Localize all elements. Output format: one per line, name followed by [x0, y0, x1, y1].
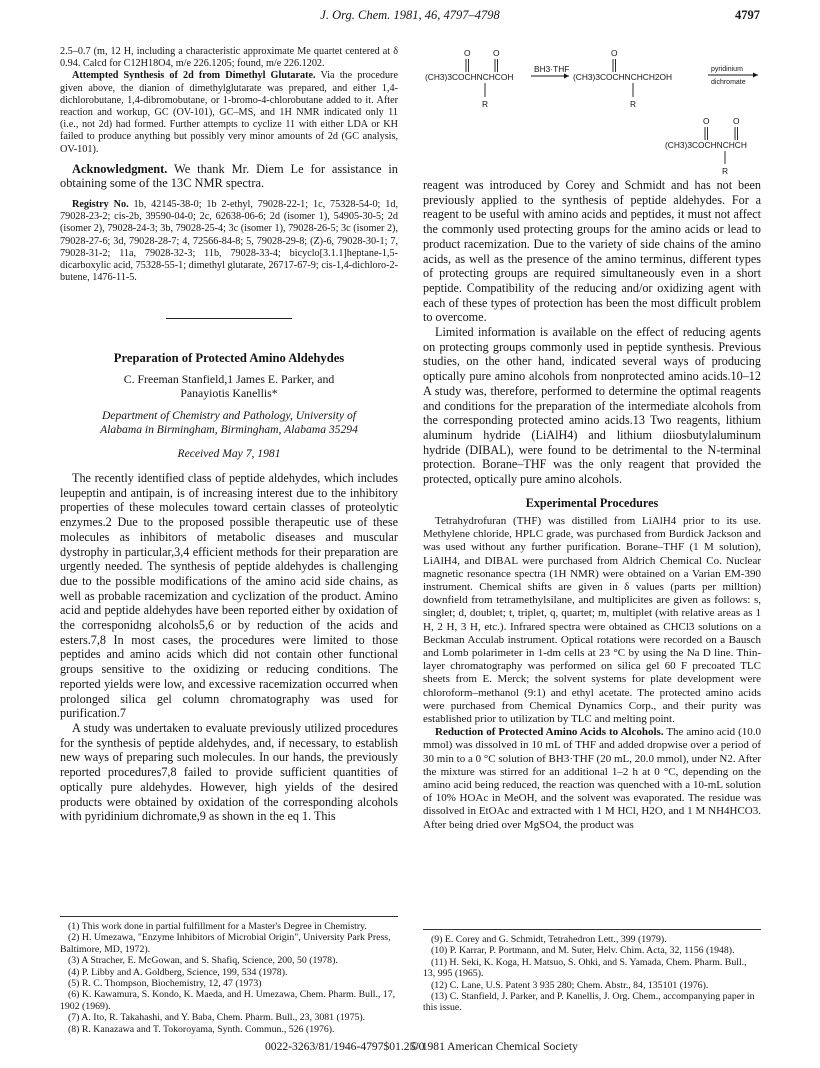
footnote: (6) K. Kawamura, S. Kondo, K. Maeda, and H. Umezawa, Chem. Pharm. Bull., 17, 1902 (1969). [60, 989, 396, 1012]
attempted-synthesis-heading: Attempted Synthesis of 2d from Dimethyl Glutarate. [72, 70, 316, 82]
carbonyl-o-label: O [703, 116, 710, 126]
footnote: (10) P. Karrar, P. Portmann, and M. Suter, Helv. Chim. Acta, 32, 1156 (1948). [431, 945, 735, 957]
affiliation: Department of Chemistry and Pathology, University of Alabama in Birmingham, Birmingham, Alabama 35294 [100, 409, 358, 436]
carbonyl-o-label: O [733, 116, 740, 126]
right-column [423, 178, 761, 832]
experimental-paragraph-2 [423, 726, 761, 832]
side-chain-r-label: R [722, 166, 729, 176]
carbonyl-o-label: O [464, 48, 471, 58]
acknowledgment-text: We thank Mr. Diem Le for assistance in obtaining some of the 13C NMR spectra. [60, 161, 398, 191]
running-head [60, 8, 760, 28]
intro-paragraph-1: The recently identified class of peptide aldehydes, which includes leupeptin and antipain, is of increasing interest due to the inhibitory properties of these molecules toward certain classes of proteolytic enzymes.2 Due to the proposed possible therapeutic use of these molecules as inhibitors of metabolic diseases and muscular dystrophy in particular,3,4 efficient methods for their preparation are urgently needed. The synthesis of peptide aldehydes is challenging due to the possible modifications of the amino acid side chains, as well as probable racemization and cyclization of the product. Amino acid and peptide aldehydes have been reported either by oxidation of the corresponidng alcohols5,6 or by reduction of the acids and esters.7,8 In most cases, the procedures were limited to those peptides and amino acids which did not contain other functional groups sensitive to the oxidizing or reducing conditions. The reported yields were low, and excessive racemization occurred when prolonged silica gel column chromatography was used for purification.7 [60, 471, 398, 721]
article-code: 0022-3263/81/1946-4797$01.25/0 [265, 1040, 425, 1053]
footnotes-right [423, 929, 761, 1014]
experimental-section [423, 497, 761, 832]
reduction-text: The amino acid (10.0 mmol) was dissolved in 10 mL of THF and added dropwise over a period of 30 min to a 0 °C solution of BH3·THF (20 mL, 20.0 mmol), under N2. After the mixture was stirred for an additional 1–2 h at 0 °C, depending on the amino acid being reduced, the reaction was quenched with a 10-mL solution of 10% HOAc in MeOH, and the solvent was evaporated. The residue was dissolved in EtOAc and extracted with 1 M HCl, H2O, and 1 M NH4HCO3. After being dried over MgSO4, the product was [423, 726, 761, 831]
registry-text: 1b, 42145-38-0; 1b 2-ethyl, 79028-22-1; 1c, 75328-54-0; 1d, 79028-23-2; cis-2b, 39590-04-0; 2c, 62638-06-6; 2d (isomer 1), 54905-30-5; 2d (isomer 2), 79028-24-3; 3b, 79028-25-4; 3c (isomer 1), 79028-26-5; 3c (isomer 2), 79028-27-6; 3d, 79028-28-7; 4, 72566-84-8; 5, 79028-29-8; (Z)-6, 79028-30-1; 7, 79028-31-2; 11a, 79028-32-3; 11b, 79028-33-4; bicyclo[3.1.1]heptane-1,5-dicarboxylic acid, 75328-55-1; dimethyl glutarate, 26717-67-9; cis-1,4-dichloro-2-butene, 1476-11-5. [60, 199, 399, 284]
footnote: (9) E. Corey and G. Schmidt, Tetrahedron Lett., 399 (1979). [431, 934, 667, 945]
experimental-paragraph-1: Tetrahydrofuran (THF) was distilled from LiAlH4 prior to its use. Methylene chloride, HPLC grade, was purchased from Burdick Jackson and was used without any further purification. Borane–THF (1 M solution), LiAlH4, and DIBAL were purchased from Aldrich Chemical Co. Nuclear magnetic resonance spectra (1H NMR) were obtained on a Varian EM-390 instrument. Chemical shifts are given in δ values (parts per milltion) downfield from tetramethylsilane, and multiplicites are given as follows: s, singlet; d, doublet; t, triplet, q, quartet; m, multiplet (with relative areas as 1 H, 2 H, 3 H, etc.). Infrared spectra were obtained as CHCl3 solutions on a Beckman Acculab instrument. Optical rotations were recorded on a Bausch and Lomb polarimeter in 1-dm cells at 23 °C by using the Na D line. Thin-layer chromatography was performed on silica gel 60 F precoated TLC sheets from E. Merck; the solvent systems for plate development were chloroform–methanol (9:1) and ethyl acetate. The protected amino acids were purchased from Chemical Dynamics Corp., and their purity was established prior to utilization by TLC and melting point. [423, 514, 761, 726]
footnote: (5) R. C. Thompson, Biochemistry, 12, 47 (1973) [68, 978, 262, 990]
body-paragraph-2: Limited information is available on the effect of reducing agents on protecting groups commonly used in peptide synthesis. Previous studies, on the other hand, indicated several ways of producing optically pure amino alcohols from nonprotected amino acids.10–12 A study was, therefore, performed to determine the optimal reagents and conditions for the preparation of the intermediate alcohols from the corresponding protected amino acids.13 Two reagents, lithium aluminum hydride (LiAlH4) and lithium diiosbutylaluminum hydride (DIBAL), were found to be detrimental to the N-terminal protection. Borane–THF was the only reagent that provided the protected, optically pure amino alcohols. [423, 325, 761, 487]
article-divider [166, 318, 292, 319]
intro-text [60, 471, 398, 824]
footnote: (2) H. Umezawa, "Enzyme Inhibitors of Microbial Origin", University Park Press, Baltimore, MD, 1972). [60, 932, 391, 955]
copyright: © 1981 American Chemical Society [410, 1040, 578, 1053]
body-paragraph-1: reagent was introduced by Corey and Schmidt and has not been previously applied to the synthesis of peptide aldehydes. For a reagent to be useful with amino acids and peptides, it must not affect the commonly used protecting groups for the amino acids or lead to product racemization. Due to the variety of side chains of the amino acids, as well as the presence of the amino terminus, different types of protecting groups are required simultaneously even in a short peptide. Compatibility of the reducing and/or oxidizing agent with each of these types of protection has been the most difficult problem to overcome. [423, 178, 761, 325]
registry-heading: Registry No. [72, 199, 129, 211]
side-chain-r-label: R [630, 99, 637, 109]
footnotes-left [60, 916, 398, 1035]
side-chain-r-label: R [482, 99, 489, 109]
journal-year-volume: 1981, 46, 4797–4798 [393, 8, 500, 22]
reaction-scheme-drawing [423, 40, 761, 176]
footnote: (7) A. Ito, R. Takahashi, and Y. Baba, Chem. Pharm. Bull., 23, 3081 (1975). [68, 1012, 366, 1024]
received-date: Received May 7, 1981 [177, 447, 281, 461]
protected-amino-alcohol: (CH3)3COCHNCHCH2OH [573, 72, 673, 82]
continued-text: 2.5–0.7 (m, 12 H, including a characteristic approximate Me quartet centered at δ 0.94. Calcd for C12H18O4, m/e 226.1205; found, m/e 226.1202. [60, 46, 398, 70]
authors: C. Freeman Stanfield,1 James E. Parker, and Panayiotis Kanellis* [123, 372, 335, 401]
footnote: (11) H. Seki, K. Koga, H. Matsuo, S. Ohki, and S. Yamada, Chem. Pharm. Bull., 13, 995 (1965). [423, 956, 747, 980]
page-number: 4797 [735, 8, 760, 22]
carbonyl-o-label: O [493, 48, 500, 58]
reagent-borane-thf: BH3·THF [534, 64, 570, 74]
left-column [60, 46, 398, 824]
footnote-rule [423, 929, 761, 930]
experimental-heading: Experimental Procedures [525, 495, 659, 510]
reaction-scheme [423, 40, 761, 176]
acknowledgment-heading: Acknowledgment. [72, 161, 168, 176]
protected-amino-acid: (CH3)3COCHNCHCOH [425, 72, 514, 82]
footnote: (13) C. Stanfield, J. Parker, and P. Kanellis, J. Org. Chem., accompanying paper in this issue. [423, 991, 755, 1014]
attempted-synthesis-text: Via the procedure given above, the dianion of dimethylglutarate was prepared, and either 1,4-dichlorobutane, 1,4-dibromobutane, or 1-bromo-4-chlorobutane added to it. After reaction and workup, GC (OV-101), GC–MS, and 1H NMR indicated only 11 (i.e., not 2d) had formed. Further attempts to cyclize 11 with either LDA or KH failed to produce anything but possibly very minor amounts of 2d (GC analysis, OV-101). [60, 70, 398, 155]
attempted-synthesis-paragraph [60, 70, 398, 155]
intro-paragraph-2: A study was undertaken to evaluate previously utilized procedures for the synthesis of peptide aldehydes, and, if necessary, to establish new ways of preparing such molecules. In our hands, the previously reported procedures7,8 failed to provide sufficient quantities of optically pure aldehydes. However, high yields of the desired products were obtained by oxidation of the corresponding alcohols with pyridinium dichromate,9 as shown in the eq 1. This [60, 720, 398, 824]
footnote: (4) P. Libby and A. Goldberg, Science, 199, 534 (1978). [68, 966, 288, 978]
reagent-dichromate: dichromate [711, 79, 746, 86]
reduction-heading: Reduction of Protected Amino Acids to Alcohols. [435, 726, 664, 739]
acknowledgment [60, 162, 398, 191]
journal-name: J. Org. Chem. [320, 8, 391, 22]
footnote: (1) This work done in partial fulfillment for a Master's Degree in Chemistry. [68, 921, 367, 932]
footnote-rule [60, 916, 398, 917]
reagent-pyridinium: pyridinium [711, 66, 743, 73]
footnote: (3) A Stracher, E. McGowan, and S. Shafiq, Science, 200, 50 (1978). [68, 955, 338, 967]
footnote: (8) R. Kanazawa and T. Tokoroyama, Synth. Commun., 526 (1976). [68, 1023, 335, 1035]
registry-numbers [60, 199, 398, 284]
carbonyl-o-label: O [611, 48, 618, 58]
footnote: (12) C. Lane, U.S. Patent 3 935 280; Chem. Abstr., 84, 135101 (1976). [431, 979, 709, 991]
protected-amino-aldehyde: (CH3)3COCHNCHCH [665, 140, 747, 150]
article-title: Preparation of Protected Amino Aldehydes [113, 351, 345, 366]
